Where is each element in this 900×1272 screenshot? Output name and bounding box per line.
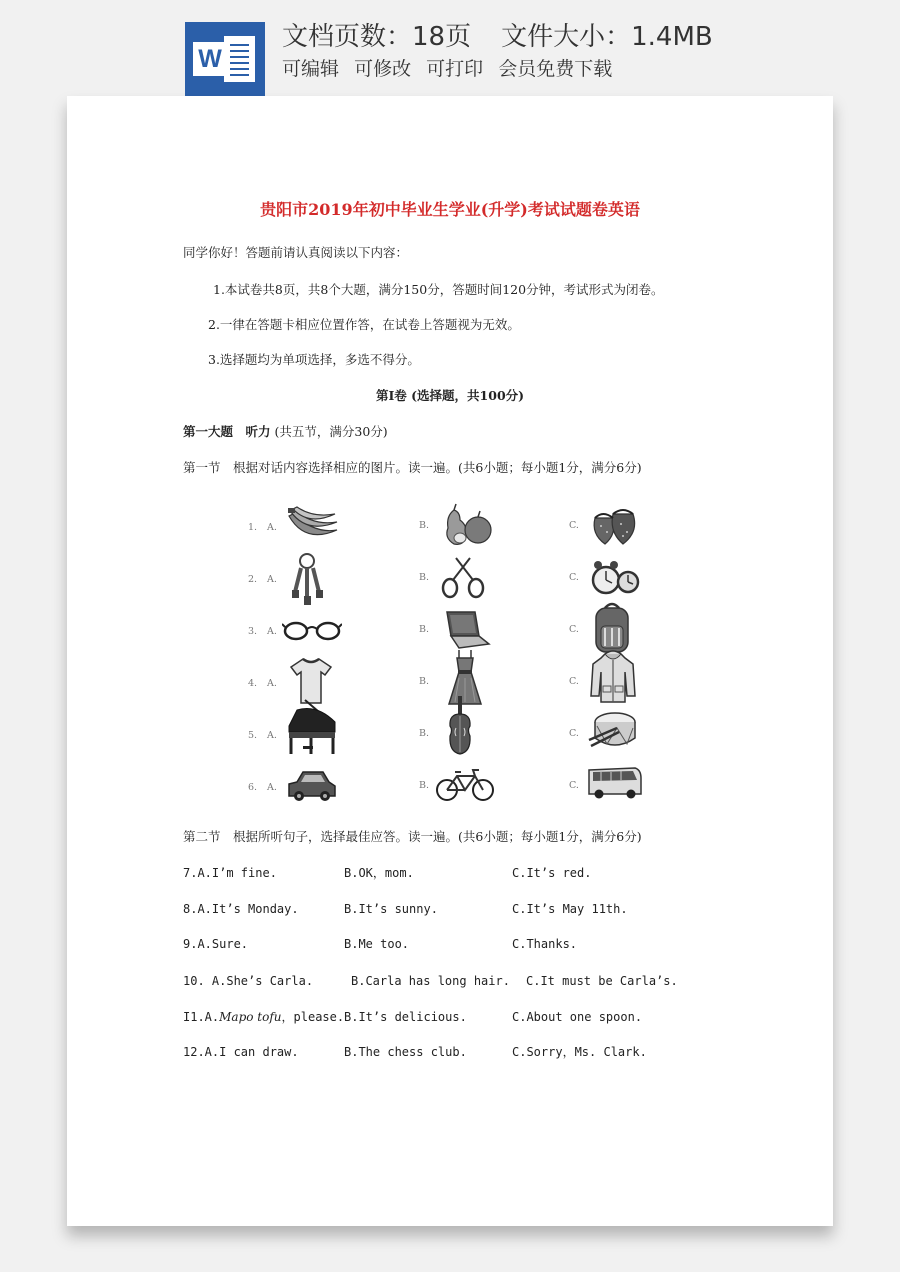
rule-2: 2.一律在答题卡相应位置作答，在试卷上答题视为无效。 <box>208 317 520 332</box>
alarm-clocks-icon <box>590 556 640 600</box>
question-9-option-c: C.Thanks. <box>512 937 578 951</box>
question-10-option-b: B.Carla has long hair. <box>351 974 510 988</box>
question-11-option-b: B.It’s delicious. <box>344 1010 467 1024</box>
option-a-label: A. <box>267 730 277 741</box>
question-11-option-c: C.About one spoon. <box>512 1010 643 1024</box>
question-12-option-c: C.Sorry，Ms. Clark. <box>512 1045 647 1059</box>
picture-question-row <box>67 762 833 814</box>
word-logo-letter: W <box>193 42 227 76</box>
document-page <box>67 96 833 1226</box>
violin-icon <box>445 696 475 758</box>
question-11-italic-dish: Mapo tofu <box>219 1010 282 1024</box>
word-document-icon <box>185 22 265 96</box>
question-9-option-b: B.Me too. <box>344 937 410 951</box>
part1-title: 第一大题 听力 <box>183 424 271 439</box>
feature-modifiable: 可修改 <box>354 58 412 80</box>
rule-1: 1.本试卷共8页，共8个大题，满分150分，答题时间120分钟，考试形式为闭卷。 <box>213 282 664 297</box>
question-7-option-c: C.It’s red. <box>512 866 592 880</box>
question-number: 3. <box>248 626 258 637</box>
section1-heading: 第一节 根据对话内容选择相应的图片。读一遍。(共6小题；每小题1分，满分6分) <box>183 460 642 475</box>
question-7-option-a: 7.A.I’m fine. <box>183 866 277 880</box>
question-8-option-a: 8.A.It’s Monday. <box>183 902 299 916</box>
option-b-label: B. <box>419 624 430 635</box>
section2-heading: 第二节 根据所听句子，选择最佳应答。读一遍。(共6小题；每小题1分，满分6分) <box>183 829 642 844</box>
option-c-label: C. <box>569 728 579 739</box>
question-10-option-a: 10. A.She’s Carla. <box>183 974 314 988</box>
option-a-label: A. <box>267 574 277 585</box>
bus-icon <box>587 764 643 802</box>
option-a-label: A. <box>267 626 277 637</box>
document-info-banner <box>0 0 900 96</box>
document-page-icon <box>224 36 255 82</box>
strawberries-icon <box>587 504 643 548</box>
question-number: 2. <box>248 574 258 585</box>
backpack-icon <box>591 600 633 656</box>
question-12-option-b: B.The chess club. <box>344 1045 467 1059</box>
question-8-option-b: B.It’s sunny. <box>344 902 438 916</box>
question-11-number: I1.A. <box>183 1010 220 1024</box>
question-7-option-b: B.OK，mom. <box>344 866 414 880</box>
part1-heading <box>183 423 388 441</box>
question-11-option-a <box>183 1008 344 1026</box>
option-a-label: A. <box>267 678 277 689</box>
option-b-label: B. <box>419 520 430 531</box>
volume-heading: 第Ⅰ卷 (选择题，共100分) <box>375 388 525 403</box>
glasses-icon <box>282 620 342 642</box>
jacket-icon <box>589 650 637 706</box>
option-c-label: C. <box>569 572 579 583</box>
option-b-label: B. <box>419 676 430 687</box>
option-c-label: C. <box>569 624 579 635</box>
page-count: 文档页数：18页 <box>282 22 472 52</box>
drum-icon <box>587 706 641 754</box>
picture-question-row <box>67 710 833 762</box>
question-number: 1. <box>248 522 258 533</box>
keys-icon <box>289 552 325 608</box>
car-icon <box>285 764 337 804</box>
scissors-icon <box>440 556 486 600</box>
laptop-icon <box>439 610 491 650</box>
option-a-label: A. <box>267 522 277 533</box>
greeting-text: 同学你好！答题前请认真阅读以下内容： <box>183 245 409 260</box>
question-11-tail: ，please. <box>281 1010 345 1024</box>
question-8-option-c: C.It’s May 11th. <box>512 902 628 916</box>
option-b-label: B. <box>419 728 430 739</box>
feature-free-download: 会员免费下载 <box>498 58 613 80</box>
option-b-label: B. <box>419 780 430 791</box>
piano-icon <box>287 698 339 758</box>
part1-score: (共五节，满分30分) <box>274 424 388 439</box>
feature-printable: 可打印 <box>426 58 484 80</box>
file-size: 文件大小：1.4MB <box>501 22 713 52</box>
bananas-icon <box>285 504 341 548</box>
option-a-label: A. <box>267 782 277 793</box>
question-number: 6. <box>248 782 258 793</box>
picture-question-row <box>67 554 833 606</box>
document-stats <box>282 19 713 55</box>
feature-editable: 可编辑 <box>282 58 340 80</box>
question-10-option-c: C.It must be Carla’s. <box>526 974 678 988</box>
rule-3: 3.选择题均为单项选择，多选不得分。 <box>208 352 420 367</box>
bicycle-icon <box>435 766 495 802</box>
pears-icon <box>440 502 496 550</box>
exam-title: 贵阳市2019年初中毕业生学业(升学)考试试题卷英语 <box>260 200 640 219</box>
document-features <box>282 56 621 82</box>
option-c-label: C. <box>569 520 579 531</box>
option-c-label: C. <box>569 780 579 791</box>
question-number: 5. <box>248 730 258 741</box>
question-number: 4. <box>248 678 258 689</box>
picture-question-row <box>67 502 833 554</box>
option-c-label: C. <box>569 676 579 687</box>
question-9-option-a: 9.A.Sure. <box>183 937 249 951</box>
option-b-label: B. <box>419 572 430 583</box>
question-12-option-a: 12.A.I can draw. <box>183 1045 299 1059</box>
